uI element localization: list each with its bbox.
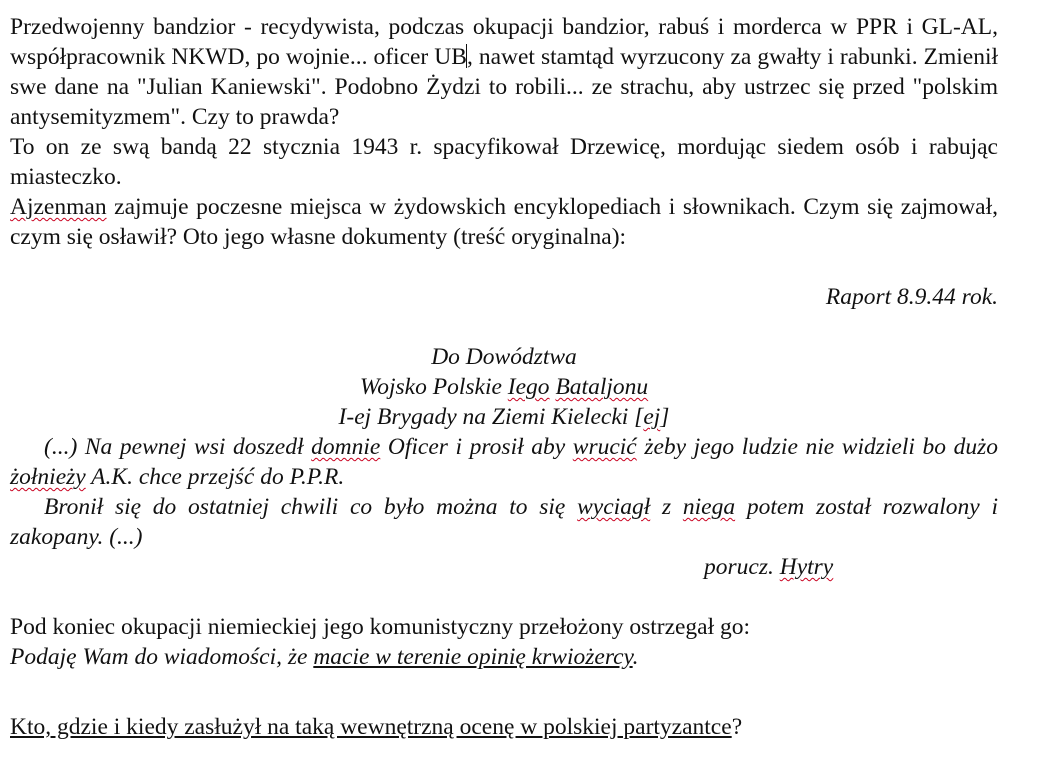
report-text: potem został rozwalony i zakopany. (...) bbox=[10, 494, 998, 550]
closing-underlined: Kto, gdzie i kiedy zasłużył na taką wewnętrzną ocenę w polskiej partyzantce bbox=[10, 714, 732, 740]
spellcheck-word: niega bbox=[682, 494, 736, 520]
spellcheck-word: ej bbox=[643, 404, 661, 430]
spellcheck-word: wyciagł bbox=[577, 494, 651, 520]
document-page[interactable] bbox=[10, 12, 998, 742]
ajzenman-paragraph bbox=[10, 192, 998, 252]
quote-text: . bbox=[632, 644, 639, 670]
spacer bbox=[10, 672, 998, 712]
drzewica-paragraph: To on ze swą bandą 22 stycznia 1943 r. spacyfikował Drzewicę, mordując siedem osób i rabując miasteczko. bbox=[10, 134, 998, 190]
spellcheck-word: Iego bbox=[507, 374, 550, 400]
report-text: z bbox=[650, 494, 683, 520]
intro-paragraph bbox=[10, 12, 998, 132]
spacer bbox=[10, 252, 998, 282]
addressee-text: Wojsko Polskie bbox=[359, 374, 508, 400]
intro-text: Przedwojenny bandzior - recydywista, podczas okupacji bandzior, rabuś i morderca w PPR i GL-AL, współpracownik NKWD, po wojnie... oficer UB bbox=[10, 14, 998, 70]
report-text: żeby jego ludzie nie widzieli bo dużo bbox=[636, 434, 998, 460]
report-paragraph-1 bbox=[10, 432, 998, 492]
signature-rank: porucz. bbox=[704, 554, 780, 580]
report-text: A.K. chce przejść do P.P.R. bbox=[85, 464, 345, 490]
warning-intro: Pod koniec okupacji niemieckiej jego komunistyczny przełożony ostrzegał go: bbox=[10, 614, 751, 640]
report-addressee-line-1: Do Dowództwa bbox=[431, 344, 577, 370]
quote-underlined: macie w terenie opinię krwiożercy bbox=[313, 644, 633, 670]
addressee-text: I-ej Brygady na Ziemi Kielecki [ bbox=[338, 404, 644, 430]
intro-text-rest: , nawet stamtąd wyrzucony za gwałty i rabunki. Zmienił swe dane na "Julian Kaniewski". Podobno Żydzi to robili... ze strachu, aby ustrzec się przed "polskim antysemityzmem". Czy to prawda? bbox=[10, 44, 998, 130]
ajzenman-text: zajmuje poczesne miejsca w żydowskich encyklopediach i słownikach. Czym się zajmował, czym się osławił? Oto jego własne dokumenty (treść oryginalna): bbox=[10, 194, 998, 250]
report-paragraph-2 bbox=[10, 492, 998, 552]
report-addressee-line-3 bbox=[10, 402, 998, 432]
report-date: Raport 8.9.44 rok. bbox=[825, 284, 998, 310]
quote-text: Podaję Wam do wiadomości, że bbox=[10, 644, 314, 670]
question-mark: ? bbox=[731, 714, 743, 740]
spellcheck-word: Hytry bbox=[779, 554, 834, 580]
addressee-text: ] bbox=[660, 404, 670, 430]
spellcheck-word: Ajzenman bbox=[10, 194, 107, 220]
closing-question bbox=[10, 712, 998, 742]
report-text: Bronił się do ostatniej chwili co było można to się bbox=[44, 494, 578, 520]
spellcheck-word: żołnieży bbox=[10, 464, 86, 490]
spellcheck-word: wrucić bbox=[572, 434, 637, 460]
spellcheck-word: Bataljonu bbox=[555, 374, 649, 400]
report-text: Oficer i prosił aby bbox=[380, 434, 573, 460]
report-text: (...) Na pewnej wsi doszedł bbox=[44, 434, 312, 460]
spacer bbox=[10, 582, 998, 612]
report-signature bbox=[10, 552, 998, 582]
spellcheck-word: domnie bbox=[311, 434, 381, 460]
warning-quote bbox=[10, 642, 998, 672]
report-addressee-line-2 bbox=[10, 372, 998, 402]
spacer bbox=[10, 312, 998, 342]
